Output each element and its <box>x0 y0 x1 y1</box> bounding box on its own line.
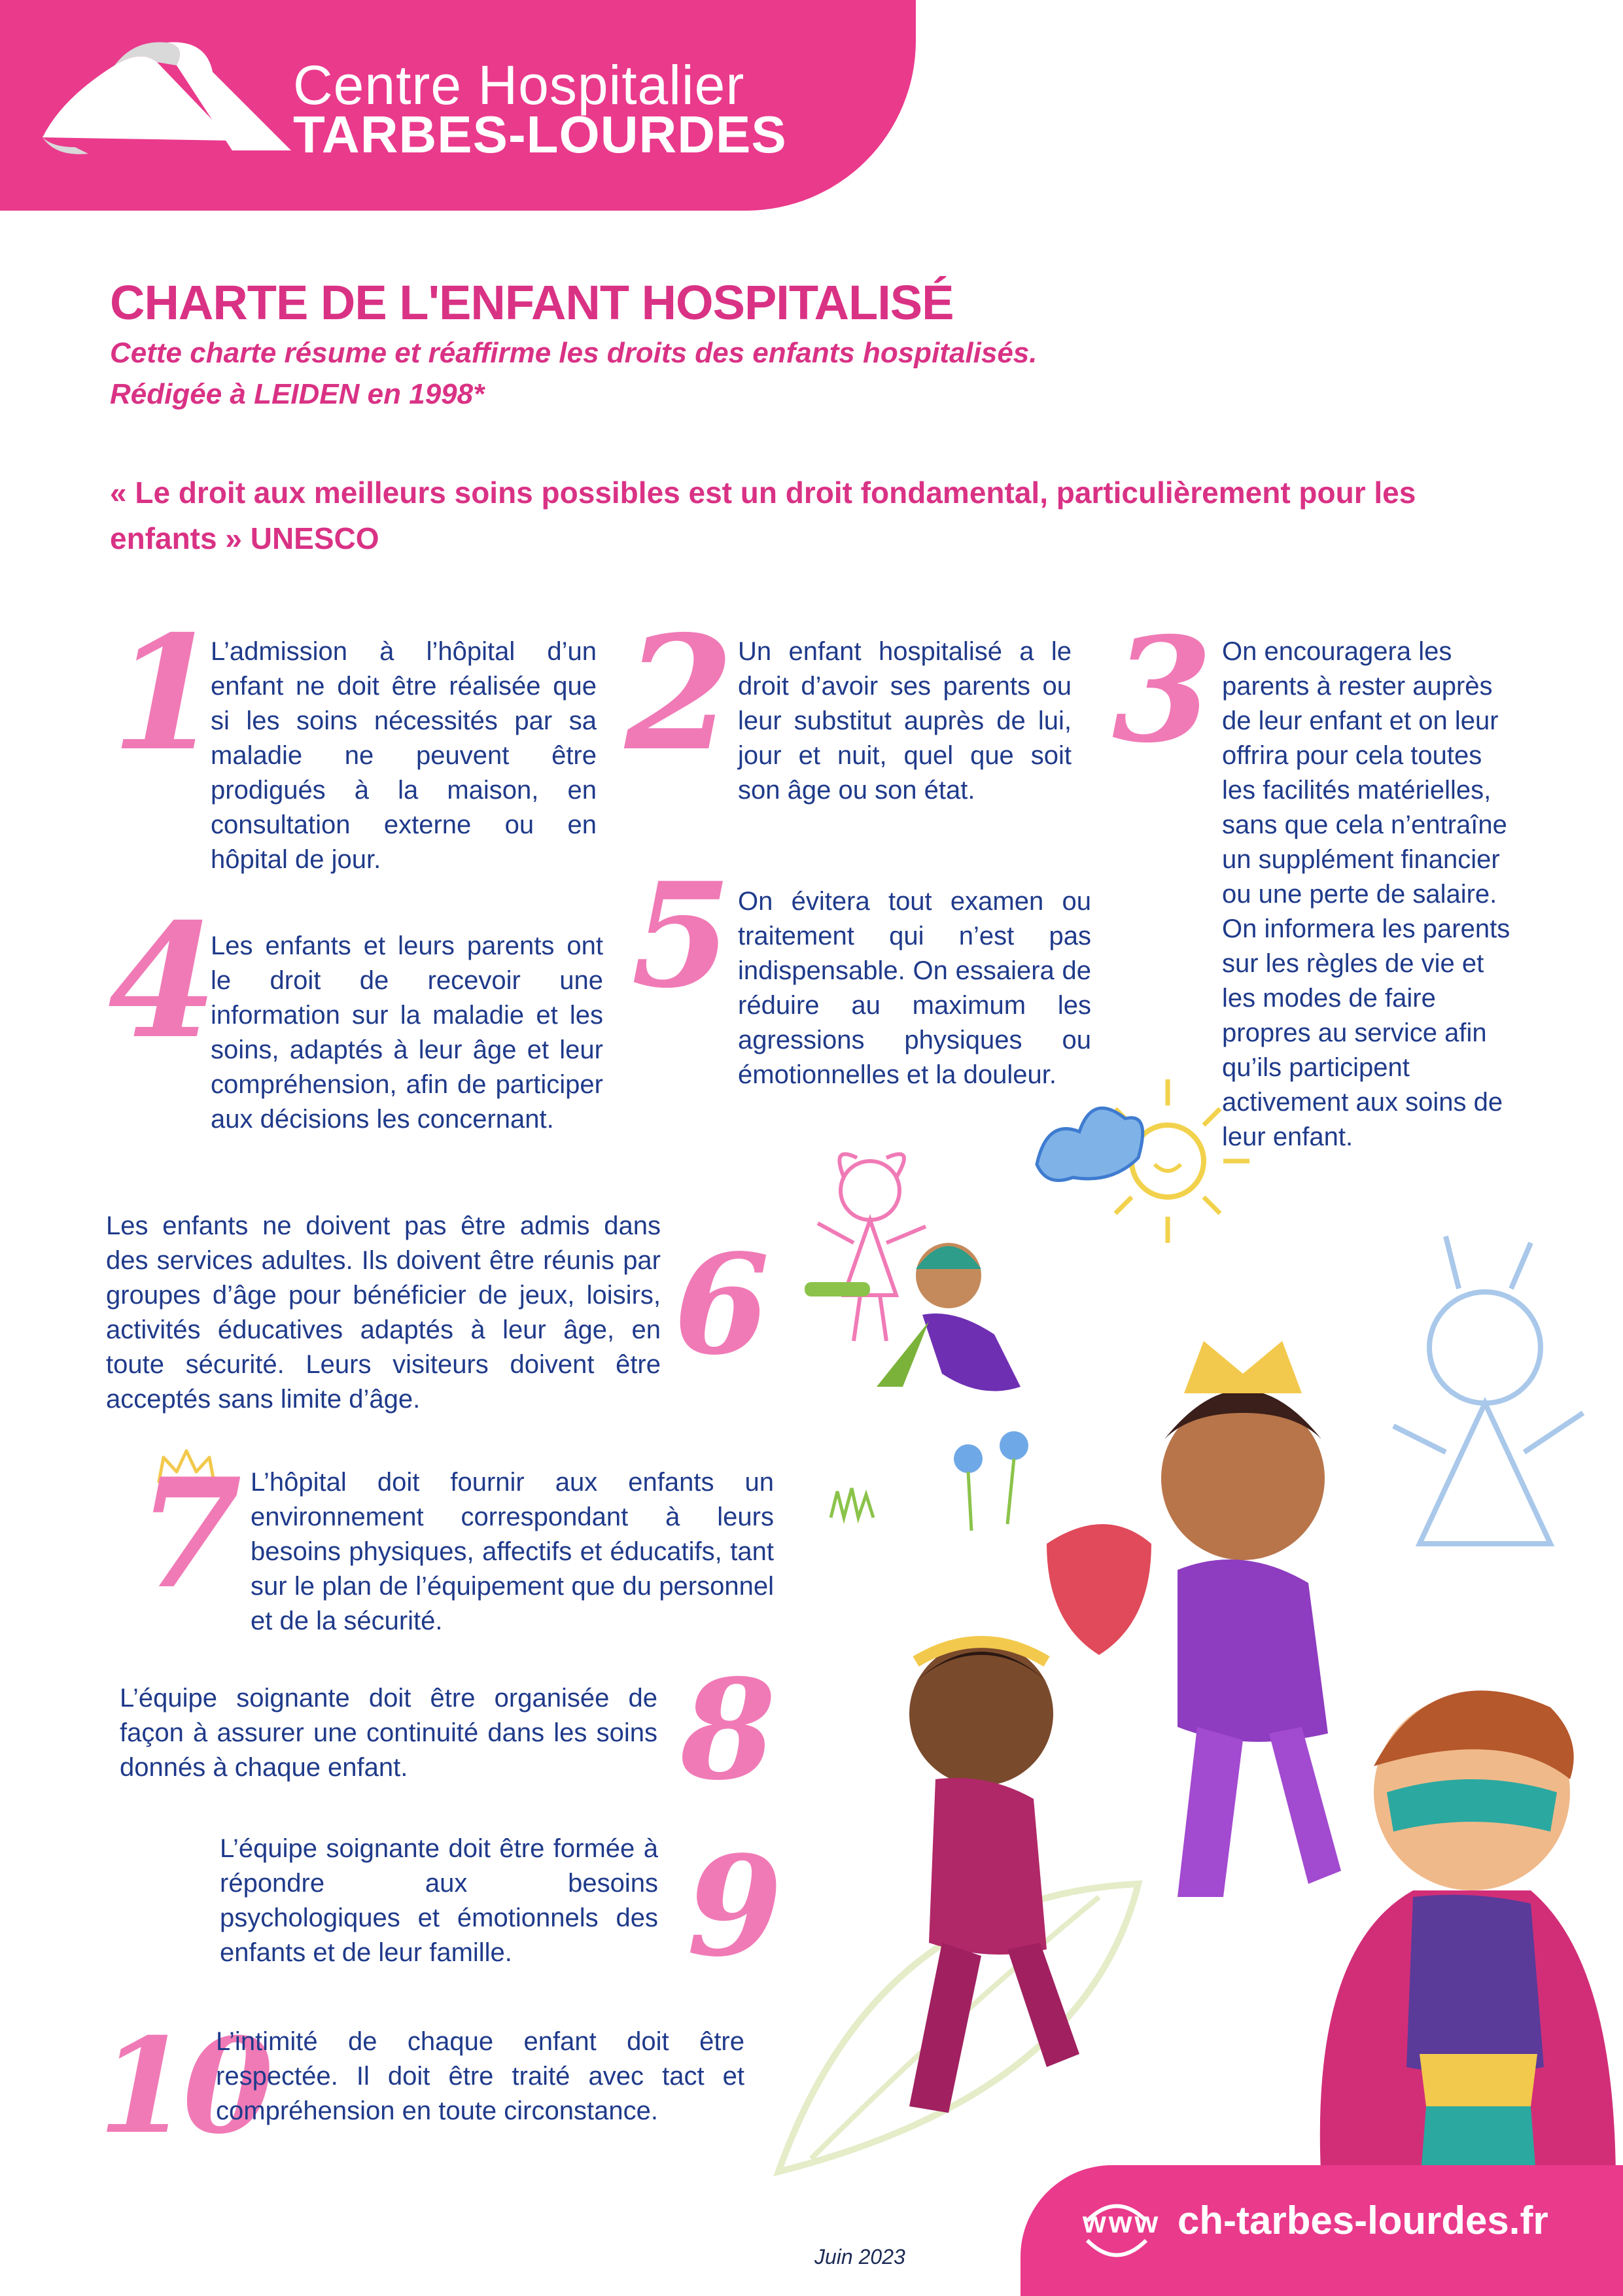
article-number-6: 6 <box>674 1224 763 1385</box>
article-number-4: 4 <box>108 889 211 1073</box>
publication-date: Juin 2023 <box>814 2245 905 2269</box>
article-number-8: 8 <box>680 1649 770 1811</box>
article-text-10: L’intimité de chaque enfant doit être respectée. Il doit être traité avec tact et compréhension en toute circonstance. <box>216 2027 744 2125</box>
article-text-8: L’équipe soignante doit être organisée de façon à assurer une continuité dans les soins donnés à chaque enfant. <box>120 1684 657 1782</box>
subtitle-line2: Rédigée à LEIDEN en 1998* <box>110 378 485 410</box>
article-number-1: 1 <box>111 601 214 786</box>
brand-name-line1: Centre Hospitalier <box>293 54 745 116</box>
subtitle-line1: Cette charte résume et réaffirme les droits des enfants hospitalisés. <box>110 337 1038 369</box>
article-text-1: L’admission à l’hôpital d’un enfant ne doit être réalisée que si les soins nécessités par sa maladie ne peuvent être prodigués à la maison, en consultation externe ou en hôpital de jour. <box>211 637 597 874</box>
article-number-5: 5 <box>631 850 725 1020</box>
article-text-4: Les enfants et leurs parents ont le droit de recevoir une information sur la maladie et les soins, adaptés à leur âge et leur compréhension, afin de participer aux décisions les concernant. <box>211 931 603 1134</box>
hospital-logo-icon <box>36 26 298 157</box>
article-number-10: 10 <box>98 2009 268 2163</box>
article-text-7: L’hôpital doit fournir aux enfants un environnement correspondant à leurs besoins physiques, affectifs et éducatifs, tant sur le plan de l’équipement que du personnel et de la sécurité. <box>251 1468 774 1635</box>
page-title: CHARTE DE L'ENFANT HOSPITALISÉ <box>110 275 954 330</box>
unesco-quote: « Le droit aux meilleurs soins possibles est un droit fondamental, particulièrement pour les enfants » UNESCO <box>110 476 1416 555</box>
www-label: www <box>1083 2205 1161 2239</box>
article-number-2: 2 <box>625 601 727 786</box>
article-text-5: On évitera tout examen ou traitement qui n’est pas indispensable. On essaiera de réduire au maximum les agressions physiques ou émotionnelles et la douleur. <box>738 887 1091 1089</box>
article-text-9: L’équipe soignante doit être formée à répondre aux besoins psychologiques et émotionnels des enfants et de leur famille. <box>220 1834 658 1967</box>
article-text-3: On encouragera les parents à rester auprès de leur enfant et on leur offrira pour cela toutes les facilités matérielles, sans que cela n’entraîne un supplément financier ou une perte de salaire. On informera les parents sur les règles de vie et les modes de faire propres au service afin qu’ils participent activement aux soins de leur enfant. <box>1222 637 1510 1151</box>
website-link[interactable]: ch-tarbes-lourdes.fr <box>1178 2199 1548 2242</box>
article-number-9: 9 <box>687 1826 777 1987</box>
brand-name-line2: TARBES-LOURDES <box>293 105 787 164</box>
article-number-3: 3 <box>1112 605 1206 774</box>
article-number-7: 7 <box>137 1446 236 1622</box>
superhero-kids-illustration <box>680 1047 1623 2191</box>
article-text-2: Un enfant hospitalisé a le droit d’avoir ses parents ou leur substitut auprès de lui, jour et nuit, quel que soit son âge ou son état. <box>738 637 1072 805</box>
article-text-6: Les enfants ne doivent pas être admis dans des services adultes. Ils doivent être réunis par groupes d’âge pour bénéficier de jeux, loisirs, activités éducatives adaptés à leur âge, en toute sécurité. Leurs visiteurs doivent être acceptés sans limite d’âge. <box>106 1211 661 1414</box>
